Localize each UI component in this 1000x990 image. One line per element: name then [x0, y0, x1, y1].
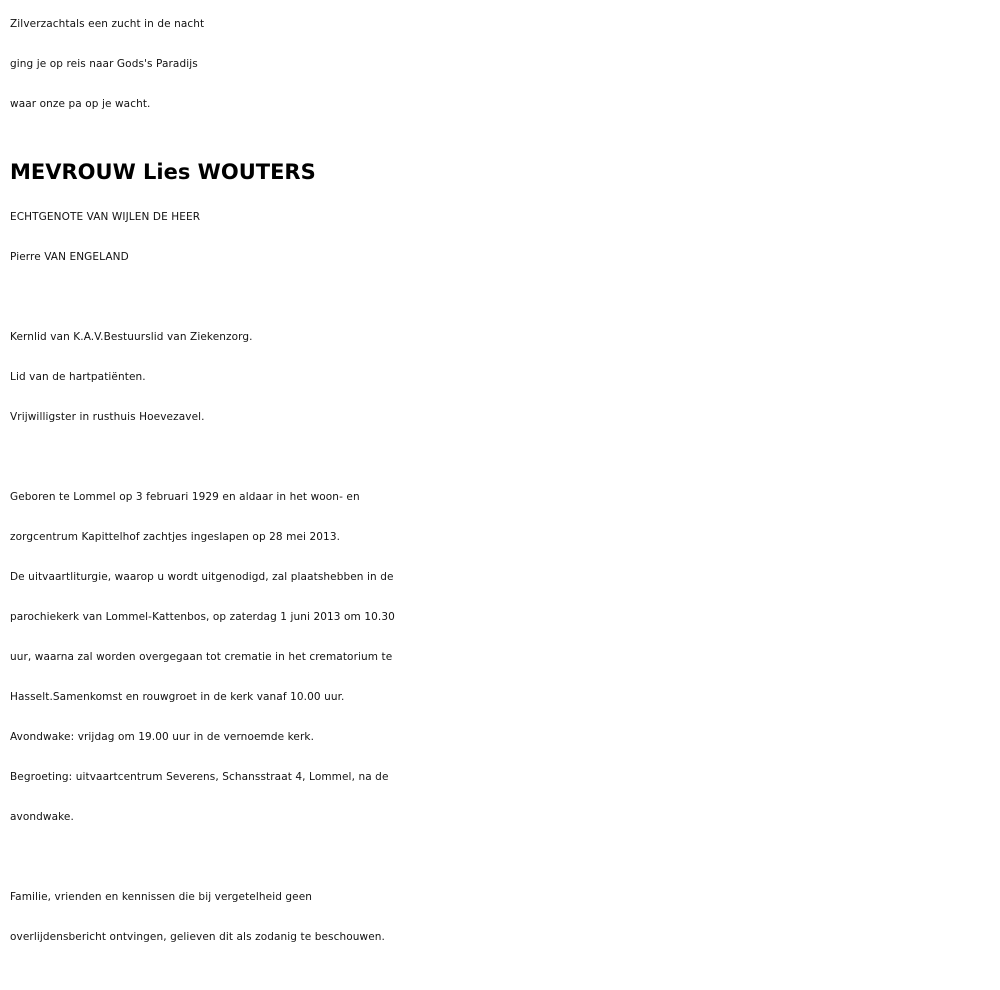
- details-line: Avondwake: vrijdag om 19.00 uur in de vernoemde kerk.: [10, 731, 315, 743]
- deceased-block: [10, 147, 995, 277]
- details-line: avondwake.: [10, 811, 74, 823]
- spacer: [10, 124, 995, 147]
- role-line: Kernlid van K.A.V.Bestuurslid van Ziekenzorg.: [10, 331, 253, 343]
- poem-line: Zilverzachtals een zucht in de nacht: [10, 18, 205, 30]
- poem-line: ging je op reis naar Gods's Paradijs: [10, 58, 198, 70]
- spacer: [10, 437, 995, 477]
- obituary-notice: [10, 4, 995, 957]
- closing-line: overlijdensbericht ontvingen, gelieven dit als zodanig te beschouwen.: [10, 931, 385, 943]
- role-line: Vrijwilligster in rusthuis Hoevezavel.: [10, 411, 205, 423]
- spouse-name: Pierre VAN ENGELAND: [10, 251, 129, 263]
- details-block: [10, 477, 995, 837]
- roles-block: [10, 317, 995, 437]
- details-line: uur, waarna zal worden overgegaan tot crematie in het crematorium te: [10, 651, 393, 663]
- closing-line: Familie, vrienden en kennissen die bij vergetelheid geen: [10, 891, 313, 903]
- closing-block: [10, 877, 995, 957]
- spacer: [10, 277, 995, 317]
- poem: [10, 4, 995, 124]
- role-line: Lid van de hartpatiënten.: [10, 371, 146, 383]
- details-line: Geboren te Lommel op 3 februari 1929 en aldaar in het woon- en: [10, 491, 360, 503]
- relation-text: ECHTGENOTE VAN WIJLEN DE HEER: [10, 211, 201, 223]
- deceased-name: MEVROUW Lies WOUTERS: [10, 160, 316, 184]
- spacer: [10, 837, 995, 877]
- details-line: parochiekerk van Lommel-Kattenbos, op zaterdag 1 juni 2013 om 10.30: [10, 611, 395, 623]
- details-line: Begroeting: uitvaartcentrum Severens, Schansstraat 4, Lommel, na de: [10, 771, 389, 783]
- details-line: De uitvaartliturgie, waarop u wordt uitgenodigd, zal plaatshebben in de: [10, 571, 394, 583]
- details-line: zorgcentrum Kapittelhof zachtjes ingeslapen op 28 mei 2013.: [10, 531, 341, 543]
- poem-line: waar onze pa op je wacht.: [10, 98, 151, 110]
- details-line: Hasselt.Samenkomst en rouwgroet in de kerk vanaf 10.00 uur.: [10, 691, 345, 703]
